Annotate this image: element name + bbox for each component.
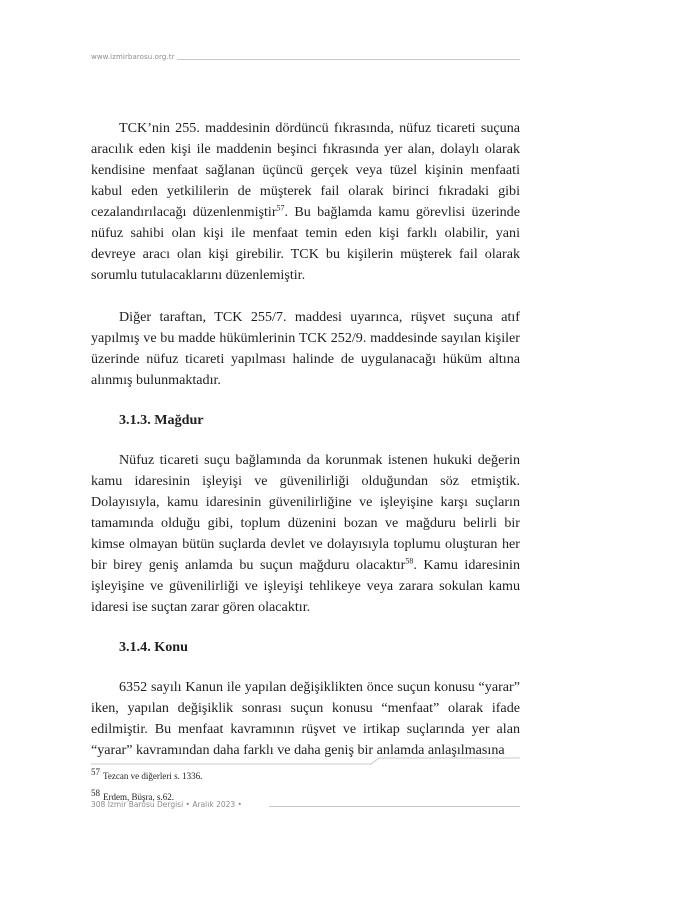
page-header <box>91 52 520 66</box>
footnote-text: Tezcan ve diğerleri s. 1336. <box>103 771 203 781</box>
footnote-ref-58[interactable]: 58 <box>405 556 414 566</box>
header-rule <box>177 59 520 60</box>
section-heading-victim: 3.1.3. Mağdur <box>119 412 204 428</box>
paragraph-gap <box>91 391 520 410</box>
paragraph-4: 6352 sayılı Kanun ile yapılan değişiklikten önce suçun konusu “yarar” iken, yapılan değişiklik sonrası suçun konusu “menfaat” olarak ifade edilmiştir. Bu menfaat kavramının rüşvet ve irtikap suçlarında yer alan “yarar” kavramından daha farklı ve daha geniş bir anlamda anlaşılmasına <box>91 679 520 758</box>
article-body <box>91 118 520 761</box>
paragraph-3-text-b: . Kamu idaresinin işleyişine ve güvenilirliği ve işleyişi tehlikeye veya zarara sokulan kamu idaresi ise suçtan zarar gören olacaktır. <box>91 557 521 615</box>
footer-rule <box>269 806 520 807</box>
paragraph-1-text-b: . Bu bağlamda kamu görevlisi üzerinde nüfuz sahibi olan kişi ile menfaat temin eden kişi farklı olabilir, yani devreye aracı olan kişi girebilir. TCK bu kişilerin müşterek fail olarak sorumlu tutulacaklarını düzenlemiştir. <box>91 204 520 283</box>
paragraph-2: Diğer taraftan, TCK 255/7. maddesi uyarınca, rüşvet suçuna atıf yapılmış ve bu madde hükümlerinin TCK 252/9. maddesinde sayılan kişiler üzerinde nüfuz ticareti yapılması halinde de uygulanacağı hüküm altına alınmış bulunmaktadır. <box>91 309 520 388</box>
paragraph-3 <box>91 450 520 618</box>
paragraph-gap <box>91 431 520 450</box>
footnote-ref-57[interactable]: 57 <box>276 203 285 213</box>
section-heading-subject: 3.1.4. Konu <box>119 639 188 655</box>
footer-page-info: 308 İzmir Barosu Dergisi • Aralık 2023 • <box>91 800 242 809</box>
footnote-57 <box>91 764 520 785</box>
paragraph-1 <box>91 118 520 286</box>
paragraph-gap <box>91 618 520 637</box>
footnote-number: 57 <box>91 767 100 777</box>
page-footer <box>91 798 520 812</box>
footnote-number: 58 <box>91 788 100 798</box>
paragraph-gap <box>91 658 520 677</box>
footnote-text: Erdem, Büşra, s.62. <box>103 792 174 802</box>
paragraph-3-text-a: Nüfuz ticareti suçu bağlamında da korunmak istenen hukuki değerin kamu idaresinin işleyişi ve güvenilirliği olduğundan söz etmiştik. Dolayısıyla, kamu idaresinin güvenilirliğine ve işleyişine karşı suçların tamamında olduğu gibi, toplum düzenini bozan ve mağduru belirli bir kimse olmayan bütün suçlarda devlet ve dolayısıyla toplumu oluşturan her bir birey geniş anlamda bu suçun mağduru olacaktır <box>91 452 520 573</box>
header-url: www.izmirbarosu.org.tr <box>91 53 175 61</box>
paragraph-gap <box>91 286 520 307</box>
paragraph-1-text-a: TCK’nin 255. maddesinin dördüncü fıkrasında, nüfuz ticareti suçuna aracılık eden kişi ile maddenin beşinci fıkrasında yer alan, dolaylı olarak kendisine menfaat sağlanan üçüncü gerçek veya tüzel kişinin menfaati kabul eden yetkililerin de müşterek fail olarak birinci fıkradaki gibi cezalandırılacağı düzenlenmiştir <box>91 120 520 220</box>
